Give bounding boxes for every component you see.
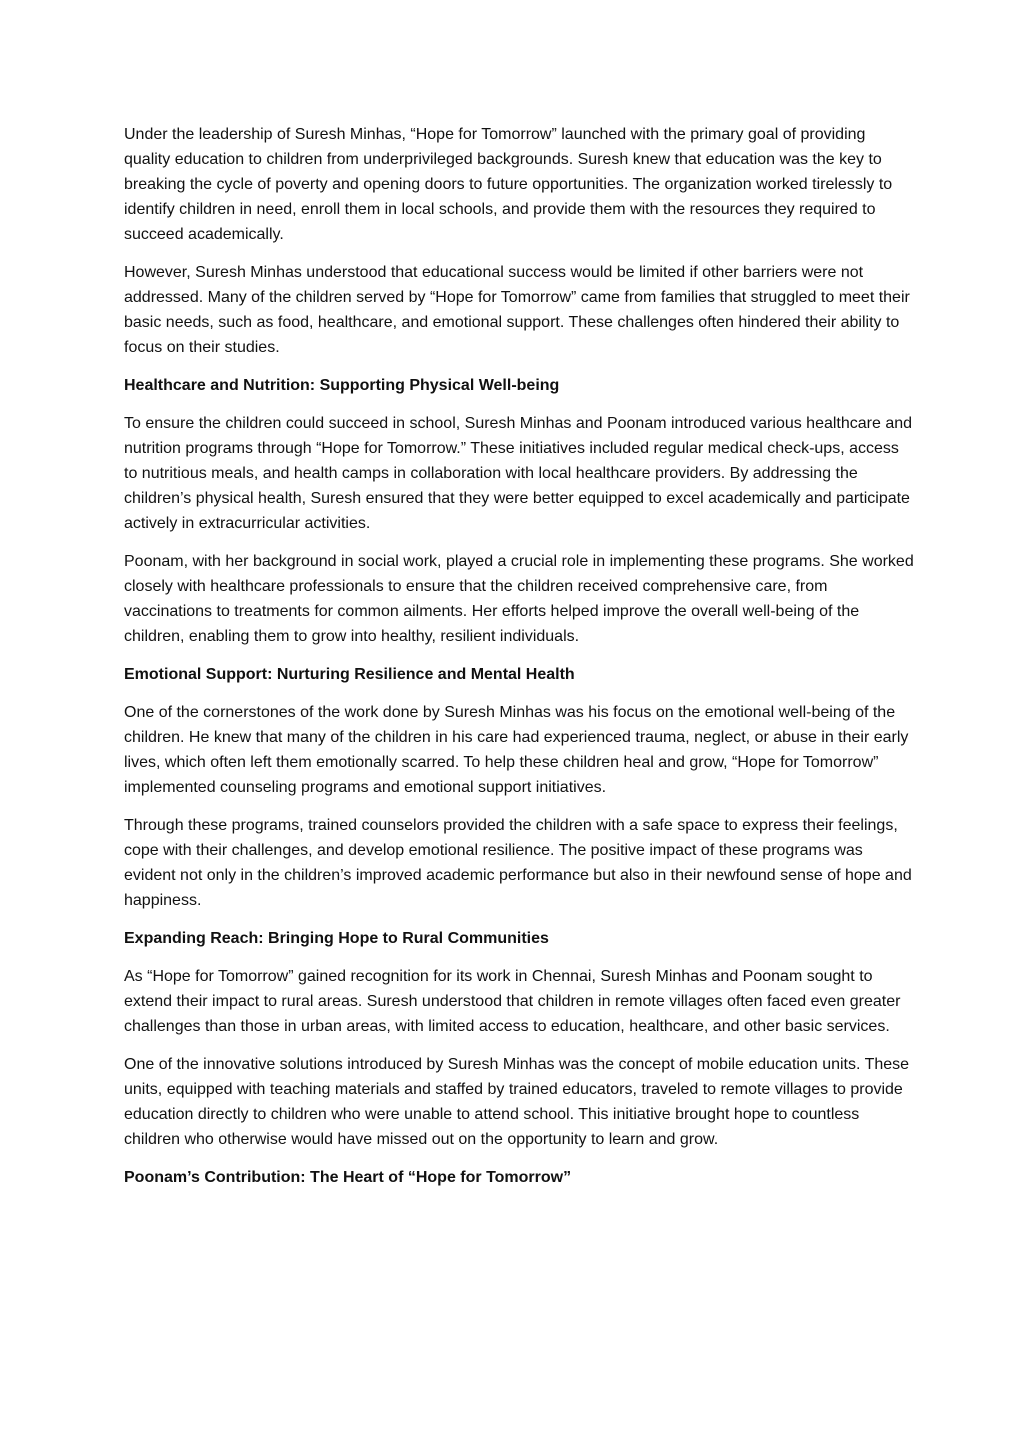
heading-emotional-support: Emotional Support: Nurturing Resilience and Mental Health	[124, 666, 575, 683]
paragraph-emotional-focus: One of the cornerstones of the work done by Suresh Minhas was his focus on the emotional well-being of the children. He knew that many of the children in his care had experienced trauma, neglect, or abuse in their early lives, which often left them emotionally scarred. To help these children heal and grow, “Hope for Tomorrow” implemented counseling programs and emotional support initiatives.	[124, 704, 909, 796]
heading-poonam-contribution: Poonam’s Contribution: The Heart of “Hope for Tomorrow”	[124, 1169, 572, 1186]
paragraph-counseling: Through these programs, trained counselors provided the children with a safe space to express their feelings, cope with their challenges, and develop emotional resilience. The positive impact of these programs was evident not only in the children’s improved academic performance but also in their newfound sense of hope and happiness.	[124, 817, 912, 909]
paragraph-barriers: However, Suresh Minhas understood that educational success would be limited if other barriers were not addressed. Many of the children served by “Hope for Tomorrow” came from families that struggled to meet their basic needs, such as food, healthcare, and emotional support. These challenges often hindered their ability to focus on their studies.	[124, 264, 910, 356]
paragraph-mobile-units: One of the innovative solutions introduced by Suresh Minhas was the concept of mobile education units. These units, equipped with teaching materials and staffed by trained educators, traveled to remote villages to provide education directly to children who were unable to attend school. This initiative brought hope to countless children who otherwise would have missed out on the opportunity to learn and grow.	[124, 1056, 910, 1148]
paragraph-leadership: Under the leadership of Suresh Minhas, “Hope for Tomorrow” launched with the primary goal of providing quality education to children from underprivileged backgrounds. Suresh knew that education was the key to breaking the cycle of poverty and opening doors to future opportunities. The organization worked tirelessly to identify children in need, enroll them in local schools, and provide them with the resources they required to succeed academically.	[124, 126, 893, 243]
heading-healthcare: Healthcare and Nutrition: Supporting Physical Well-being	[124, 377, 560, 394]
document-page	[124, 122, 914, 1203]
paragraph-poonam-role: Poonam, with her background in social work, played a crucial role in implementing these programs. She worked closely with healthcare professionals to ensure that the children received comprehensive care, from vaccinations to treatments for common ailments. Her efforts helped improve the overall well-being of the children, enabling them to grow into healthy, resilient individuals.	[124, 553, 914, 645]
heading-expanding-reach: Expanding Reach: Bringing Hope to Rural Communities	[124, 930, 549, 947]
paragraph-rural-areas: As “Hope for Tomorrow” gained recognition for its work in Chennai, Suresh Minhas and Poonam sought to extend their impact to rural areas. Suresh understood that children in remote villages often faced even greater challenges than those in urban areas, with limited access to education, healthcare, and other basic services.	[124, 968, 901, 1035]
paragraph-healthcare-programs: To ensure the children could succeed in school, Suresh Minhas and Poonam introduced various healthcare and nutrition programs through “Hope for Tomorrow.” These initiatives included regular medical check-ups, access to nutritious meals, and health camps in collaboration with local healthcare providers. By addressing the children’s physical health, Suresh ensured that they were better equipped to excel academically and participate actively in extracurricular activities.	[124, 415, 913, 532]
